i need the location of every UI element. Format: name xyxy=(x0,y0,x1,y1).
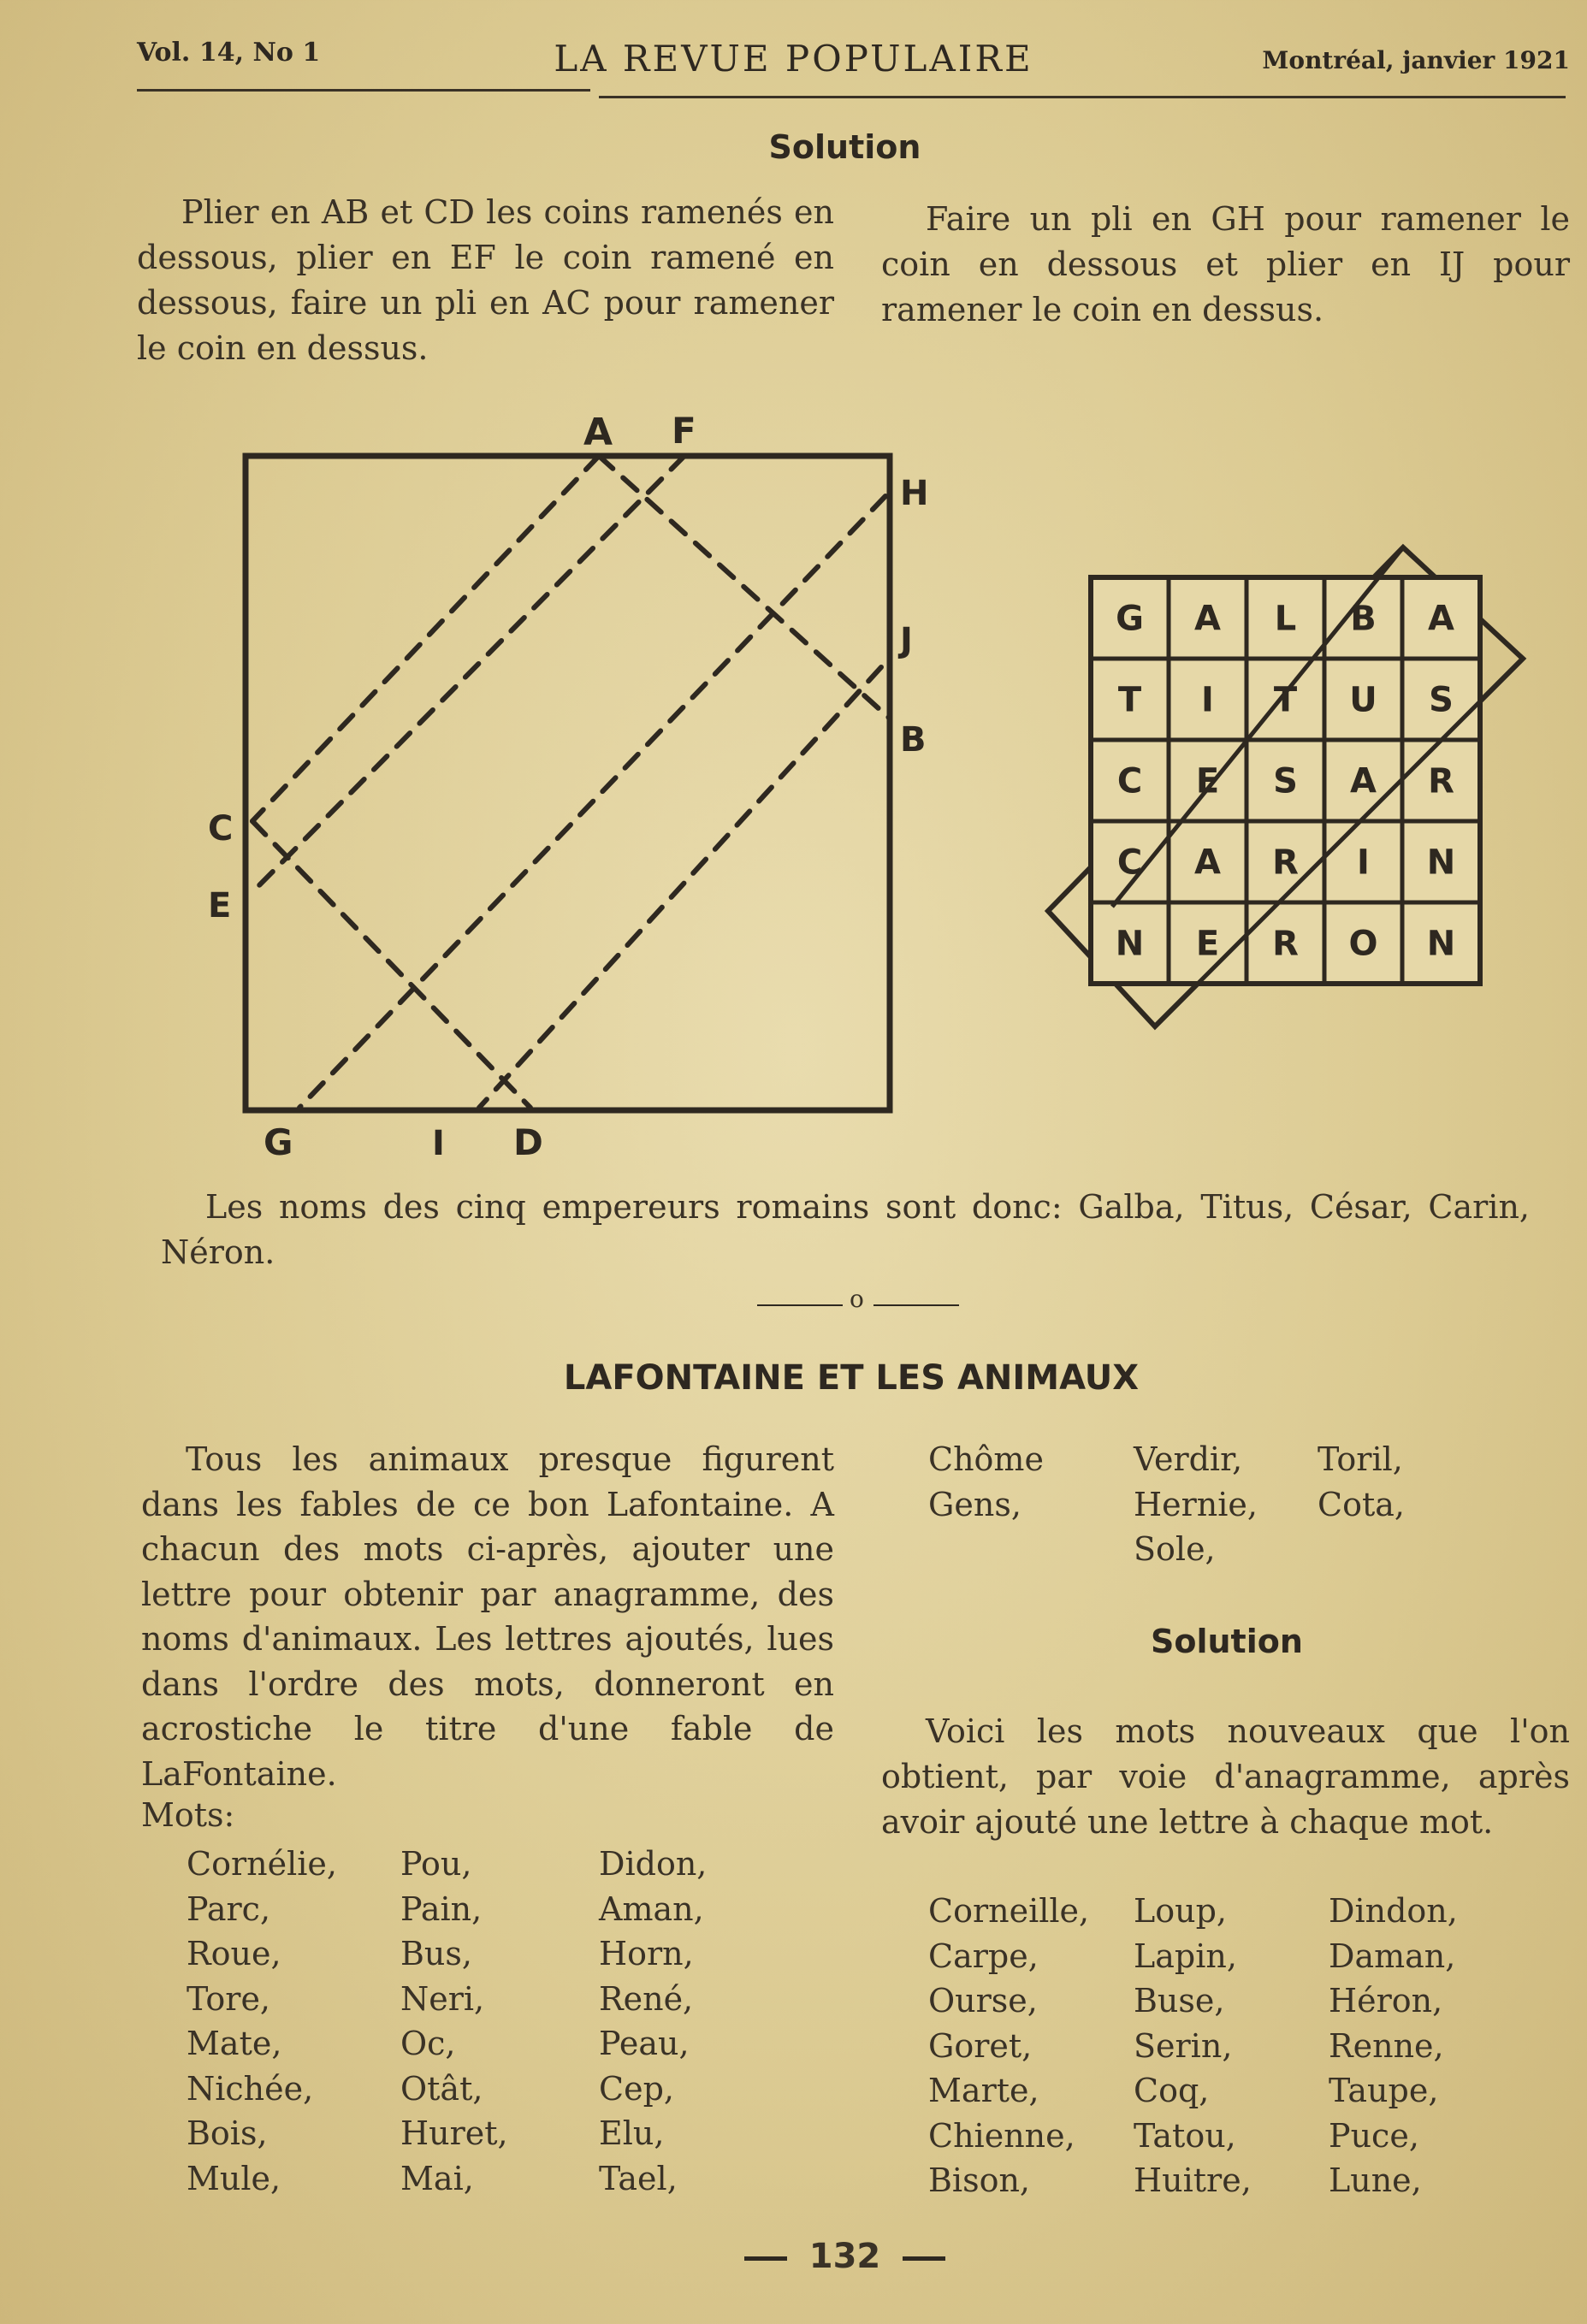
answer-item: Corneille, xyxy=(928,1892,1090,1930)
word-item: Nichée, xyxy=(187,2069,314,2108)
word-item: Toril, xyxy=(1318,1440,1403,1478)
page-number-block xyxy=(0,2237,1587,2276)
emperors-conclusion: Les noms des cinq empereurs romains sont donc: Galba, Titus, César, Carin, Néron. xyxy=(161,1188,1530,1271)
fold-line-fe xyxy=(257,456,684,888)
word-item: Otât, xyxy=(400,2069,483,2108)
answer-item: Renne, xyxy=(1329,2026,1444,2065)
answer-item: Marte, xyxy=(928,2072,1039,2109)
fold-line-ab xyxy=(599,456,890,718)
solution-heading-1: Solution xyxy=(768,128,921,166)
label-i: I xyxy=(432,1124,445,1163)
journal-title: LA REVUE POPULAIRE xyxy=(554,38,1033,80)
separator-mark: o xyxy=(850,1285,864,1313)
section-separator xyxy=(757,1285,962,1317)
word-item: Peau, xyxy=(599,2025,690,2062)
label-f: F xyxy=(672,410,696,452)
answer-item: Héron, xyxy=(1329,1982,1443,2019)
word-item: Cornélie, xyxy=(187,1845,337,1883)
grid-letter: T xyxy=(1273,680,1298,720)
word-item: Elu, xyxy=(599,2114,665,2152)
answer-item: Loup, xyxy=(1134,1892,1227,1930)
answers-list xyxy=(928,1889,1543,2203)
word-item: Oc, xyxy=(400,2025,456,2062)
fold-line-gh xyxy=(299,496,885,1108)
word-item: Aman, xyxy=(599,1889,704,1928)
grid-letter: S xyxy=(1273,761,1298,801)
label-g: G xyxy=(264,1121,293,1163)
words-list-continued xyxy=(928,1437,1489,1572)
word-item: Pou, xyxy=(400,1845,472,1883)
word-item: Tore, xyxy=(187,1979,271,2018)
word-item: Hernie, xyxy=(1134,1485,1258,1523)
word-item: Tael, xyxy=(599,2159,678,2197)
words-list xyxy=(187,1842,813,2201)
label-a: A xyxy=(583,411,613,454)
word-item: Parc, xyxy=(187,1889,271,1928)
answer-item: Puce, xyxy=(1329,2116,1419,2155)
label-j: J xyxy=(900,621,913,660)
word-item: Neri, xyxy=(400,1979,485,2018)
grid-letter: R xyxy=(1428,761,1454,801)
volume-number: Vol. 14, No 1 xyxy=(137,38,321,68)
grid-letter: S xyxy=(1429,680,1454,720)
grid-letter: O xyxy=(1348,924,1378,964)
word-item: René, xyxy=(599,1979,694,2018)
word-item: Didon, xyxy=(599,1845,708,1883)
grid-letter: C xyxy=(1116,843,1143,883)
emperor-letter-grid xyxy=(1039,535,1536,1039)
answer-item: Dindon, xyxy=(1329,1892,1458,1930)
word-item: Mate, xyxy=(187,2025,282,2062)
answer-item: Lune, xyxy=(1329,2161,1422,2199)
grid-letter: I xyxy=(1201,680,1214,720)
grid-letter: R xyxy=(1272,843,1299,883)
word-item: Horn, xyxy=(599,1935,694,1972)
grid-letter: R xyxy=(1272,924,1299,964)
words-label: Mots: xyxy=(141,1796,235,1834)
page-number: 132 xyxy=(808,2237,881,2276)
word-item xyxy=(1318,1527,1489,1572)
label-h: H xyxy=(900,474,929,513)
word-item: Mai, xyxy=(400,2159,474,2197)
grid-letter: A xyxy=(1194,843,1221,883)
answer-item: Tatou, xyxy=(1134,2116,1236,2155)
word-item: Mule, xyxy=(187,2159,281,2197)
word-item: Bus, xyxy=(400,1935,472,1972)
label-e: E xyxy=(208,886,232,925)
header-rule-right xyxy=(599,96,1566,98)
solution-intro-2: Voici les mots nouveaux que l'on obtient, par voie d'anagramme, après avoir ajouté une lettre à chaque mot. xyxy=(881,1712,1570,1841)
answer-item: Serin, xyxy=(1134,2026,1233,2065)
word-item: Cep, xyxy=(599,2069,674,2108)
word-item: Pain, xyxy=(400,1889,483,1928)
grid-letter: G xyxy=(1116,599,1144,639)
answer-item: Taupe, xyxy=(1329,2072,1439,2109)
label-c: C xyxy=(208,809,234,849)
label-b: B xyxy=(900,720,927,760)
grid-letter: N xyxy=(1426,843,1456,883)
answer-item: Daman, xyxy=(1329,1937,1456,1975)
word-item: Gens, xyxy=(928,1485,1021,1523)
grid-letter: C xyxy=(1116,761,1143,801)
label-d: D xyxy=(513,1121,543,1163)
answer-item: Lapin, xyxy=(1134,1937,1237,1975)
word-item: Verdir, xyxy=(1134,1440,1243,1478)
grid-letter: A xyxy=(1428,599,1454,639)
grid-letter: T xyxy=(1117,680,1142,720)
solution-right-text: Faire un pli en GH pour ramener le coin en dessous et plier en IJ pour ramener le coin en dessus. xyxy=(881,200,1570,328)
grid-letter: N xyxy=(1426,924,1456,964)
answer-item: Ourse, xyxy=(928,1982,1038,2019)
solution-left-text: Plier en AB et CD les coins ramenés en dessous, plier en EF le coin ramené en dessous, faire un pli en AC pour ramener le coin en dessus. xyxy=(137,193,834,367)
answer-item: Bison, xyxy=(928,2161,1031,2199)
answer-item: Buse, xyxy=(1134,1982,1225,2019)
solution-heading-2: Solution xyxy=(1151,1623,1303,1660)
answer-item: Carpe, xyxy=(928,1937,1039,1975)
lafontaine-heading: LAFONTAINE ET LES ANIMAUX xyxy=(563,1358,1140,1398)
grid-letter: A xyxy=(1194,599,1221,639)
word-item: Huret, xyxy=(400,2114,508,2152)
grid-letter: E xyxy=(1195,924,1220,964)
word-item: Cota, xyxy=(1318,1485,1405,1523)
word-item: Chôme xyxy=(928,1440,1044,1478)
grid-letter: I xyxy=(1357,843,1370,883)
grid-letter: L xyxy=(1274,599,1297,639)
grid-letter: B xyxy=(1350,599,1377,639)
lafontaine-intro: Tous les animaux presque figurent dans les fables de ce bon Lafontaine. A chacun des mots ci-après, ajouter une lettre pour obtenir par anagramme, des noms d'animaux. Les lettres ajoutés, lues dans l'ordre des mots, donneront en acrostiche le titre d'une fable de LaFontaine. xyxy=(141,1440,834,1793)
grid-letter: N xyxy=(1115,924,1145,964)
fold-line-cd xyxy=(252,821,530,1108)
folding-diagram xyxy=(171,393,941,1163)
word-item xyxy=(928,1527,1134,1572)
grid-letter: A xyxy=(1350,761,1377,801)
word-item: Bois, xyxy=(187,2114,268,2152)
issue-date: Montréal, janvier 1921 xyxy=(1262,46,1570,74)
grid-letter: E xyxy=(1195,761,1220,801)
header-rule-left xyxy=(137,89,590,92)
word-item: Roue, xyxy=(187,1935,281,1972)
fold-line-ac xyxy=(252,456,599,821)
grid-letter: U xyxy=(1349,680,1377,720)
answer-item: Chienne, xyxy=(928,2116,1075,2155)
fold-line-ij xyxy=(479,667,881,1108)
answer-item: Goret, xyxy=(928,2026,1033,2065)
answer-item: Coq, xyxy=(1134,2072,1210,2109)
word-item: Sole, xyxy=(1134,1530,1216,1568)
answer-item: Huitre, xyxy=(1134,2161,1252,2199)
